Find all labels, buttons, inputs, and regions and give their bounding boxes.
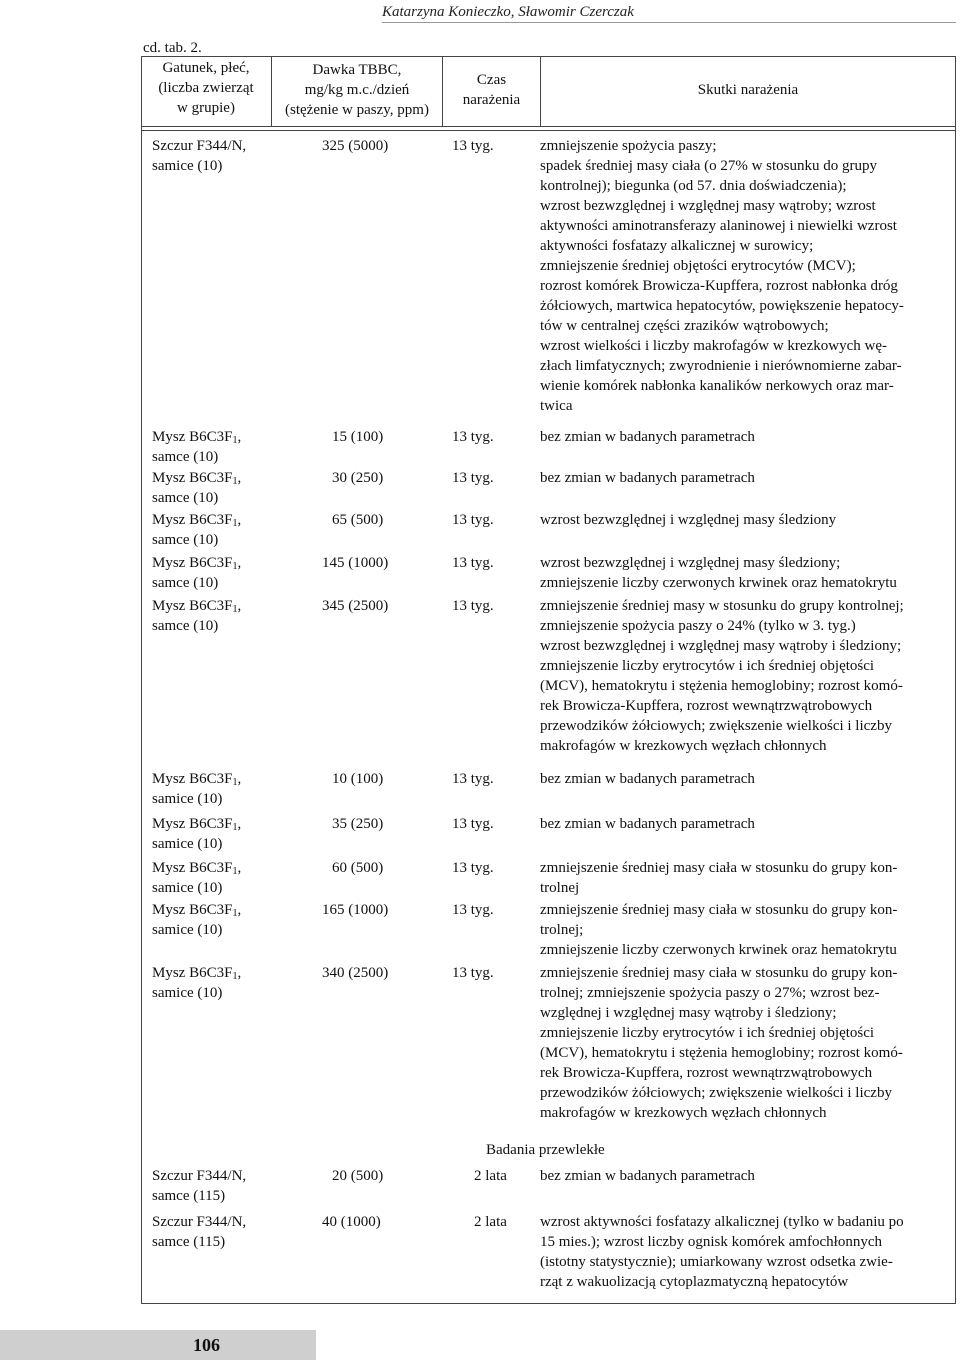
effect-line: wzrost bezwzględnej i względnej masy wątroby; wzrost: [540, 198, 876, 214]
species-line: samce (10): [152, 532, 219, 548]
species-line: samce (115): [152, 1188, 226, 1204]
species-name: Mysz B6C3F: [152, 860, 233, 876]
species-name: Mysz B6C3F: [152, 598, 233, 614]
effect-line: zmniejszenie średniej masy w stosunku do grupy kontrolnej;: [540, 598, 904, 614]
page-number: 106: [193, 1335, 220, 1355]
cell-effects: [540, 858, 944, 898]
cell-species: [152, 1166, 282, 1206]
effect-line: kontrolnej); biegunka (od 57. dnia doświadczenia);: [540, 178, 847, 194]
effect-line: makrofagów w krezkowych węzłach chłonnych: [540, 738, 827, 754]
effect-line: rząt z wakuolizacją cytoplazmatyczną hepatocytów: [540, 1274, 849, 1290]
cell-species: [152, 963, 282, 1003]
cell-effects: [540, 769, 944, 789]
header-dose-line: (stężenie w paszy, ppm): [285, 102, 429, 118]
cell-dose: 60 (500): [332, 860, 384, 876]
cell-dose: 325 (5000): [322, 138, 389, 154]
effect-line: spadek średniej masy ciała (o 27% w stosunku do grupy: [540, 158, 878, 174]
species-subscript: 1: [232, 777, 238, 788]
cell-dose: 35 (250): [332, 816, 384, 832]
species-name: Mysz B6C3F: [152, 470, 233, 486]
cell-dose: 345 (2500): [322, 598, 389, 614]
cell-dose: 145 (1000): [322, 555, 389, 571]
effect-line: bez zmian w badanych parametrach: [540, 470, 755, 486]
effect-line: (istotny statystycznie); umiarkowany wzrost odsetka zwie-: [540, 1254, 893, 1270]
cell-effects: [540, 510, 944, 530]
species-subscript: 1: [232, 604, 238, 615]
species-line: [152, 468, 282, 488]
header-species: [141, 58, 271, 118]
header-dose: [272, 60, 442, 120]
cell-dose: 40 (1000): [322, 1214, 381, 1230]
effect-line: twica: [540, 398, 573, 414]
cell-species: [152, 136, 282, 176]
species-name: Mysz B6C3F: [152, 429, 233, 445]
cell-time: 13 tyg.: [452, 860, 494, 876]
section-chronic-title: Badania przewlekłe: [486, 1142, 605, 1158]
effect-line: trolnej;: [540, 922, 584, 938]
header-species-line: (liczba zwierząt: [158, 80, 254, 96]
effect-line: aktywności aminotransferazy alaninowej i niewielki wzrost: [540, 218, 897, 234]
species-name: Mysz B6C3F: [152, 902, 233, 918]
effect-line: zmniejszenie średniej objętości erytrocytów (MCV);: [540, 258, 856, 274]
species-name: Mysz B6C3F: [152, 965, 233, 981]
cell-time: 13 tyg.: [452, 598, 494, 614]
cell-species: [152, 468, 282, 508]
cell-time: 13 tyg.: [452, 512, 494, 528]
species-name: Mysz B6C3F: [152, 555, 233, 571]
species-line: Szczur F344/N,: [152, 1168, 247, 1184]
species-line: Szczur F344/N,: [152, 138, 247, 154]
species-line: Szczur F344/N,: [152, 1214, 247, 1230]
species-comma: ,: [237, 816, 242, 832]
cell-effects: [540, 136, 944, 416]
species-line: samice (10): [152, 985, 223, 1001]
cell-time: 13 tyg.: [452, 555, 494, 571]
header-rule-bottom-2: [141, 130, 956, 131]
header-effects-line: Skutki narażenia: [697, 82, 799, 98]
effect-line: makrofagów w krezkowych węzłach chłonnych: [540, 1105, 827, 1121]
species-line: [152, 427, 282, 447]
species-line: samice (10): [152, 880, 223, 896]
species-subscript: 1: [232, 971, 238, 982]
species-comma: ,: [237, 902, 242, 918]
effect-line: trolnej; zmniejszenie spożycia paszy o 27%; wzrost bez-: [540, 985, 880, 1001]
effect-line: zmniejszenie spożycia paszy;: [540, 138, 717, 154]
species-line: [152, 596, 282, 616]
cell-dose: 15 (100): [332, 429, 384, 445]
species-line: [152, 553, 282, 573]
cell-effects: [540, 1166, 944, 1186]
species-line: [152, 510, 282, 530]
species-subscript: 1: [232, 561, 238, 572]
cell-effects: [540, 427, 944, 447]
header-rule: [382, 22, 956, 23]
cell-effects: [540, 1212, 944, 1292]
cell-effects: [540, 468, 944, 488]
effect-line: zmniejszenie liczby erytrocytów i ich średniej objętości: [540, 1025, 875, 1041]
effect-line: zmniejszenie liczby czerwonych krwinek oraz hematokrytu: [540, 575, 897, 591]
cell-effects: [540, 814, 944, 834]
cell-species: [152, 427, 282, 467]
cell-species: [152, 814, 282, 854]
header-rule-bottom: [141, 126, 956, 127]
cell-species: [152, 510, 282, 550]
cell-time: 13 tyg.: [452, 429, 494, 445]
species-line: samice (10): [152, 791, 223, 807]
species-subscript: 1: [232, 435, 238, 446]
effect-line: złach limfatycznych; zwyrodnienie i nierównomierne zabar-: [540, 358, 902, 374]
cell-effects: [540, 900, 944, 960]
species-line: samice (10): [152, 922, 223, 938]
effect-line: bez zmian w badanych parametrach: [540, 429, 755, 445]
cell-dose: 20 (500): [332, 1168, 384, 1184]
effect-line: zmniejszenie spożycia paszy o 24% (tylko w 3. tyg.): [540, 618, 856, 634]
species-line: samce (10): [152, 490, 219, 506]
species-subscript: 1: [232, 866, 238, 877]
effect-line: bez zmian w badanych parametrach: [540, 1168, 755, 1184]
header-time-line: Czas: [476, 72, 507, 88]
header-species-line: Gatunek, płeć,: [162, 60, 250, 76]
effect-line: żółciowych, martwica hepatocytów, powiększenie hepatocy-: [540, 298, 904, 314]
species-comma: ,: [237, 965, 242, 981]
effect-line: wzrost bezwzględnej i względnej masy śledziony;: [540, 555, 841, 571]
table-caption: cd. tab. 2.: [143, 40, 202, 56]
species-subscript: 1: [232, 908, 238, 919]
effect-line: przewodzików żółciowych; zwiększenie wielkości i liczby: [540, 1085, 892, 1101]
effect-line: (MCV), hematokrytu i stężenia hemoglobiny; rozrost komó-: [540, 678, 903, 694]
effect-line: trolnej: [540, 880, 580, 896]
effect-line: rozrost komórek Browicza-Kupffera, rozrost nabłonka dróg: [540, 278, 898, 294]
cell-time: 13 tyg.: [452, 902, 494, 918]
cell-species: [152, 858, 282, 898]
effect-line: zmniejszenie średniej masy ciała w stosunku do grupy kon-: [540, 902, 898, 918]
effect-line: przewodzików żółciowych; zwiększenie wielkości i liczby: [540, 718, 892, 734]
species-comma: ,: [237, 429, 242, 445]
species-line: [152, 769, 282, 789]
effect-line: rek Browicza-Kupffera, rozrost wewnątrzwątrobowych: [540, 1065, 873, 1081]
effect-line: zmniejszenie średniej masy ciała w stosunku do grupy kon-: [540, 860, 898, 876]
cell-species: [152, 553, 282, 593]
header-time: [443, 70, 540, 110]
species-line: samce (115): [152, 1234, 226, 1250]
species-name: Mysz B6C3F: [152, 816, 233, 832]
species-subscript: 1: [232, 476, 238, 487]
species-line: [152, 858, 282, 878]
cell-dose: 340 (2500): [322, 965, 389, 981]
cell-dose: 30 (250): [332, 470, 384, 486]
cell-species: [152, 1212, 282, 1252]
header-dose-line: mg/kg m.c./dzień: [304, 82, 410, 98]
species-subscript: 1: [232, 822, 238, 833]
species-comma: ,: [237, 598, 242, 614]
species-line: [152, 900, 282, 920]
species-comma: ,: [237, 555, 242, 571]
species-comma: ,: [237, 860, 242, 876]
header-species-line: w grupie): [177, 100, 235, 116]
effect-line: bez zmian w badanych parametrach: [540, 771, 755, 787]
page-number-bar: [0, 1330, 316, 1360]
effect-line: zmniejszenie liczby erytrocytów i ich średniej objętości: [540, 658, 875, 674]
effect-line: wzrost aktywności fosfatazy alkalicznej (tylko w badaniu po: [540, 1214, 904, 1230]
species-comma: ,: [237, 771, 242, 787]
effect-line: wzrost bezwzględnej i względnej masy śledziony: [540, 512, 837, 528]
cell-dose: 65 (500): [332, 512, 384, 528]
effect-line: względnej i względnej masy wątroby i śledziony;: [540, 1005, 837, 1021]
cell-dose: 165 (1000): [322, 902, 389, 918]
cell-effects: [540, 553, 944, 593]
cell-time: 13 tyg.: [452, 138, 494, 154]
species-comma: ,: [237, 512, 242, 528]
header-time-line: narażenia: [462, 92, 521, 108]
cell-effects: [540, 963, 944, 1123]
species-line: samce (10): [152, 449, 219, 465]
effect-line: bez zmian w badanych parametrach: [540, 816, 755, 832]
cell-time: 13 tyg.: [452, 816, 494, 832]
cell-species: [152, 900, 282, 940]
species-line: [152, 814, 282, 834]
cell-species: [152, 596, 282, 636]
species-line: [152, 963, 282, 983]
species-line: samice (10): [152, 158, 223, 174]
species-line: samce (10): [152, 618, 219, 634]
species-comma: ,: [237, 470, 242, 486]
effect-line: 15 mies.); wzrost liczby ognisk komórek amfochłonnych: [540, 1234, 883, 1250]
effect-line: aktywności fosfatazy alkalicznej w surowicy;: [540, 238, 814, 254]
effect-line: rek Browicza-Kupffera, rozrost wewnątrzwątrobowych: [540, 698, 873, 714]
cell-effects: [540, 596, 944, 756]
species-subscript: 1: [232, 518, 238, 529]
cell-time: 2 lata: [474, 1168, 507, 1184]
cell-time: 13 tyg.: [452, 771, 494, 787]
effect-line: zmniejszenie średniej masy ciała w stosunku do grupy kon-: [540, 965, 898, 981]
cell-dose: 10 (100): [332, 771, 384, 787]
cell-time: 13 tyg.: [452, 470, 494, 486]
species-line: samice (10): [152, 836, 223, 852]
effect-line: zmniejszenie liczby czerwonych krwinek oraz hematokrytu: [540, 942, 897, 958]
species-name: Mysz B6C3F: [152, 771, 233, 787]
effect-line: wienie komórek nabłonka kanalików nerkowych oraz mar-: [540, 378, 894, 394]
species-line: samce (10): [152, 575, 219, 591]
species-name: Mysz B6C3F: [152, 512, 233, 528]
effect-line: tów w centralnej części zrazików wątrobowych;: [540, 318, 829, 334]
cell-time: 2 lata: [474, 1214, 507, 1230]
effect-line: wzrost wielkości i liczby makrofagów w krezkowych wę-: [540, 338, 887, 354]
effect-line: wzrost bezwzględnej i względnej masy wątroby i śledziony;: [540, 638, 902, 654]
effect-line: (MCV), hematokrytu i stężenia hemoglobiny; rozrost komó-: [540, 1045, 903, 1061]
cell-time: 13 tyg.: [452, 965, 494, 981]
cell-species: [152, 769, 282, 809]
running-header: Katarzyna Konieczko, Sławomir Czerczak: [382, 4, 634, 20]
header-dose-line: Dawka TBBC,: [312, 62, 402, 78]
header-effects: [541, 80, 955, 100]
